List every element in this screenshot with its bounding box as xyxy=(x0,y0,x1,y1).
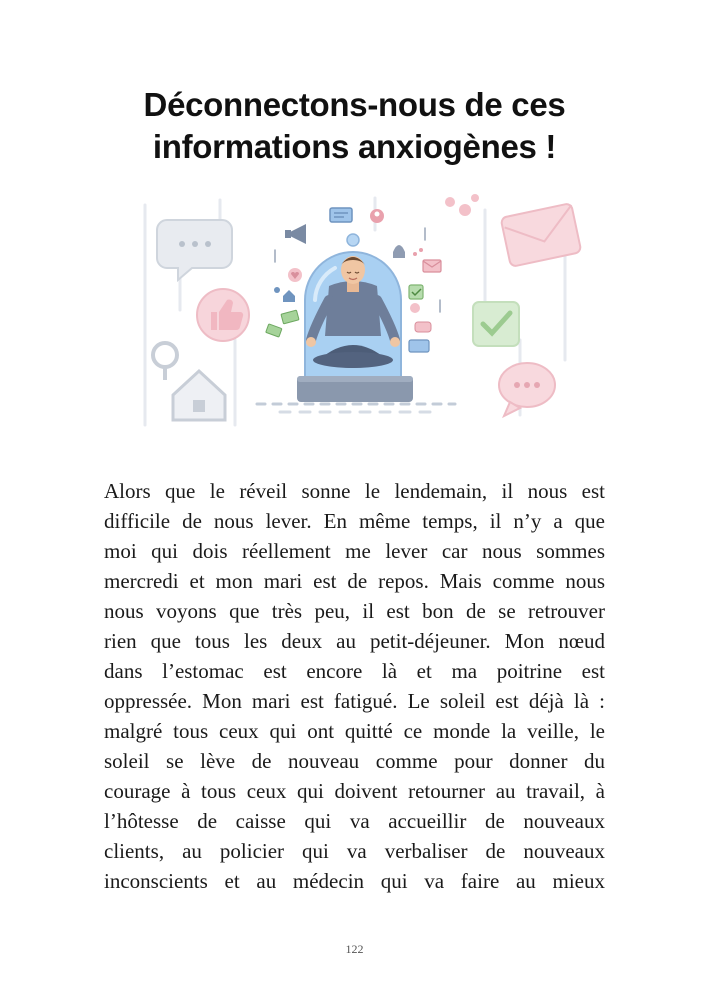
chat-bubble-icon-small xyxy=(415,322,431,332)
body-line: inconscients et au médecin qui va faire au mieux xyxy=(104,869,605,893)
checkbox-icon xyxy=(473,302,519,346)
user-icon xyxy=(370,209,384,223)
body-line: rien que tous les deux au petit-déjeuner. Mon nœud xyxy=(104,629,605,653)
title-line-2: informations anxiogènes ! xyxy=(152,128,557,165)
title-line-1: Déconnectons-nous de ces xyxy=(143,86,566,123)
id-card-icon-small xyxy=(409,340,429,352)
chat-bubble-icon xyxy=(157,220,232,280)
body-line: l’hôtesse de caisse qui va accueillir de nouveaux xyxy=(104,809,605,833)
chat-bubble-icon-2 xyxy=(499,363,555,416)
body-line: clients, au policier qui va verbaliser de nouveaux xyxy=(104,839,605,863)
house-icon-small xyxy=(283,290,295,302)
house-icon xyxy=(173,371,225,420)
body-paragraph xyxy=(104,476,605,896)
dome-base xyxy=(297,376,413,402)
money-icon xyxy=(266,310,299,337)
bell-icon xyxy=(393,245,405,258)
body-line: dans l’estomac est encore là et ma poitrine est xyxy=(104,659,605,683)
body-line: oppressée. Mon mari est fatigué. Le soleil est déjà là : xyxy=(104,689,605,713)
body-line: moi qui dois réellement me lever car nous sommes xyxy=(104,539,605,563)
heart-icon xyxy=(288,268,302,282)
id-card-icon xyxy=(330,208,352,222)
meditation-illustration xyxy=(125,190,595,435)
thumbs-up-icon xyxy=(197,289,249,341)
envelope-icon-small xyxy=(423,260,441,272)
body-line: difficile de nous lever. En même temps, il n’y a que xyxy=(104,509,605,533)
body-line: courage à tous ceux qui doivent retourner au travail, à xyxy=(104,779,605,803)
body-line: nous voyons que très peu, il est bon de se retrouver xyxy=(104,599,605,623)
body-line: malgré tous ceux qui ont quitté ce monde la veille, le xyxy=(104,719,605,743)
body-line: soleil se lève de nouveau comme pour donner du xyxy=(104,749,605,773)
page-title xyxy=(60,84,649,168)
location-pin-icon xyxy=(153,343,177,380)
envelope-icon xyxy=(501,203,582,267)
body-line: Alors que le réveil sonne le lendemain, il nous est xyxy=(104,479,605,503)
page-number: 122 xyxy=(345,942,364,956)
checkbox-icon-small xyxy=(409,285,423,299)
body-line: mercredi et mon mari est de repos. Mais comme nous xyxy=(104,569,605,593)
megaphone-icon xyxy=(285,224,306,244)
